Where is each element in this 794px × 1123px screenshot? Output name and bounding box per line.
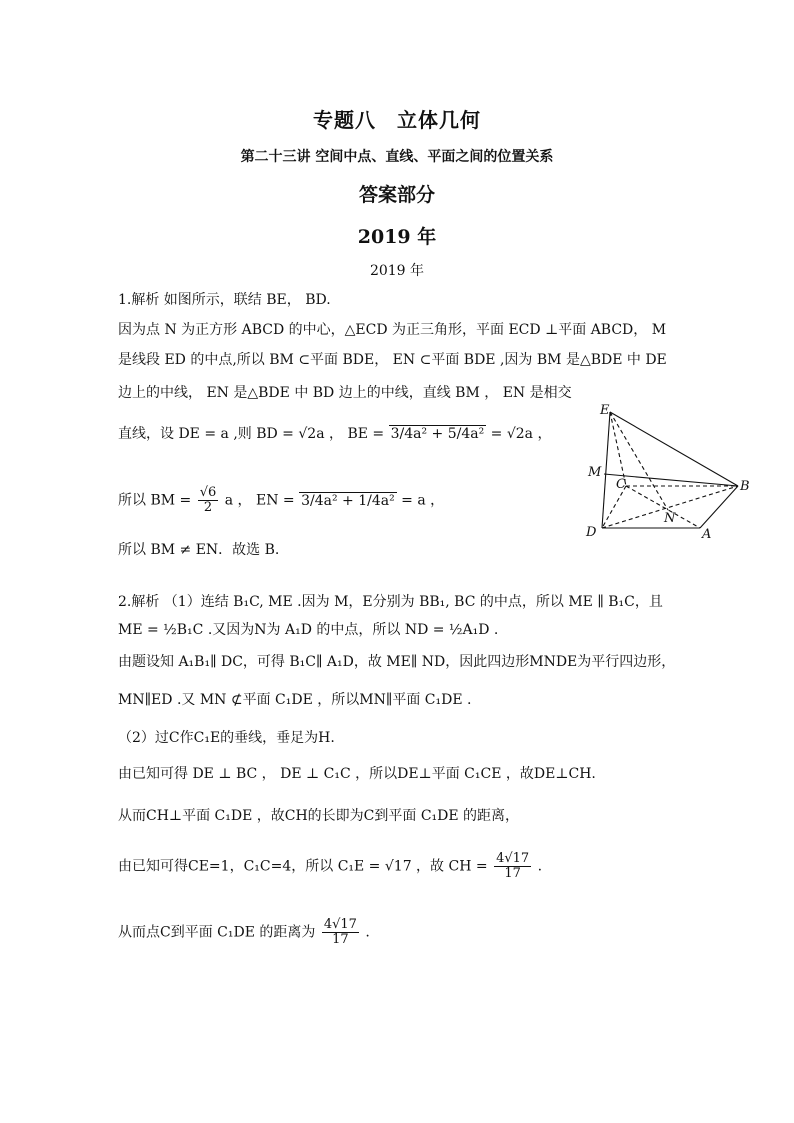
lecture-subtitle: 第二十三讲 空间中点、直线、平面之间的位置关系	[240, 149, 554, 165]
q2-line-3: 由题设知 A₁B₁∥ DC，可得 B₁C∥ A₁D，故 ME∥ ND，因此四边形MNDE为平行四边形，	[118, 654, 676, 670]
q2-line-9	[118, 918, 678, 947]
en-sqrt-expression: 3/4a² + 1/4a²	[301, 492, 395, 509]
q2-line-8	[118, 852, 678, 881]
q2-line-4: MN∥ED .又 MN ⊄平面 C₁DE ，所以MN∥平面 C₁DE .	[118, 692, 472, 708]
label-C: C	[616, 477, 626, 492]
year-subheading: 2019 年	[369, 263, 425, 279]
q1-line-6-suffix: = a ，	[401, 492, 445, 509]
q1-line-2: 因为点 N 为正方形 ABCD 的中心，△ECD 为正三角形，平面 ECD ⊥平面 ABCD， M	[118, 322, 667, 338]
q2-line-7: 从而CH⊥平面 C₁DE ，故CH的长即为C到平面 C₁DE 的距离，	[118, 808, 520, 824]
bm-fraction-numerator: √6	[199, 485, 217, 500]
q1-line-1: 1.解析 如图所示，联结 BE， BD.	[118, 292, 331, 308]
q1-line-4: 边上的中线， EN 是△BDE 中 BD 边上的中线，直线 BM ， EN 是相交	[118, 385, 572, 401]
q1-line-6-mid: a ， EN =	[224, 492, 295, 509]
answer-section-heading: 答案部分	[358, 184, 435, 206]
q2-line-1: 2.解析 （1）连结 B₁C, ME .因为 M，E分别为 BB₁, BC 的中点，所以 ME ∥ B₁C，且	[118, 594, 663, 610]
topic-title: 专题八 立体几何	[313, 108, 481, 132]
q2-line-9-end: .	[365, 924, 370, 941]
q2-line-9-prefix: 从而点C到平面 C₁DE 的距离为	[118, 924, 316, 941]
q2-line-5: （2）过C作C₁E的垂线，垂足为H.	[118, 730, 335, 746]
label-D: D	[586, 525, 597, 540]
distance-fraction-numerator: 4√17	[323, 917, 357, 932]
q1-line-6-prefix: 所以 BM =	[118, 492, 192, 509]
label-E: E	[600, 403, 610, 418]
q1-line-3: 是线段 ED 的中点,所以 BM ⊂平面 BDE， EN ⊂平面 BDE ,因为 BM 是△BDE 中 DE	[118, 352, 667, 368]
be-sqrt-expression: 3/4a² + 5/4a²	[390, 426, 485, 442]
distance-fraction-denominator: 17	[332, 932, 349, 947]
bm-fraction-denominator: 2	[203, 500, 213, 515]
distance-fraction	[322, 918, 359, 947]
q2-line-2: ME = ½B₁C .又因为N为 A₁D 的中点，所以 ND = ½A₁D .	[118, 622, 499, 638]
q1-line-5-prefix: 直线，设 DE = a ,则 BD = √2a ， BE =	[118, 426, 385, 442]
label-A: A	[702, 527, 712, 542]
pyramid-figure	[580, 398, 760, 548]
q2-line-6: 由已知可得 DE ⊥ BC ， DE ⊥ C₁C ，所以DE⊥平面 C₁CE ，故DE⊥CH.	[118, 766, 596, 782]
q2-line-8-prefix: 由已知可得CE=1，C₁C=4，所以 C₁E = √17 ，故 CH =	[118, 858, 488, 875]
label-N: N	[664, 511, 676, 526]
ch-fraction-numerator: 4√17	[496, 851, 530, 866]
ch-fraction	[494, 852, 531, 881]
q1-line-7: 所以 BM ≠ EN．故选 B.	[118, 542, 280, 558]
bm-fraction	[198, 486, 219, 515]
ch-fraction-denominator: 17	[504, 866, 521, 881]
label-M: M	[588, 465, 602, 480]
year-heading: 2019 年	[357, 226, 437, 248]
q1-line-5-suffix: = √2a ，	[490, 426, 552, 442]
label-B: B	[740, 479, 750, 494]
q2-line-8-end: .	[537, 858, 543, 875]
